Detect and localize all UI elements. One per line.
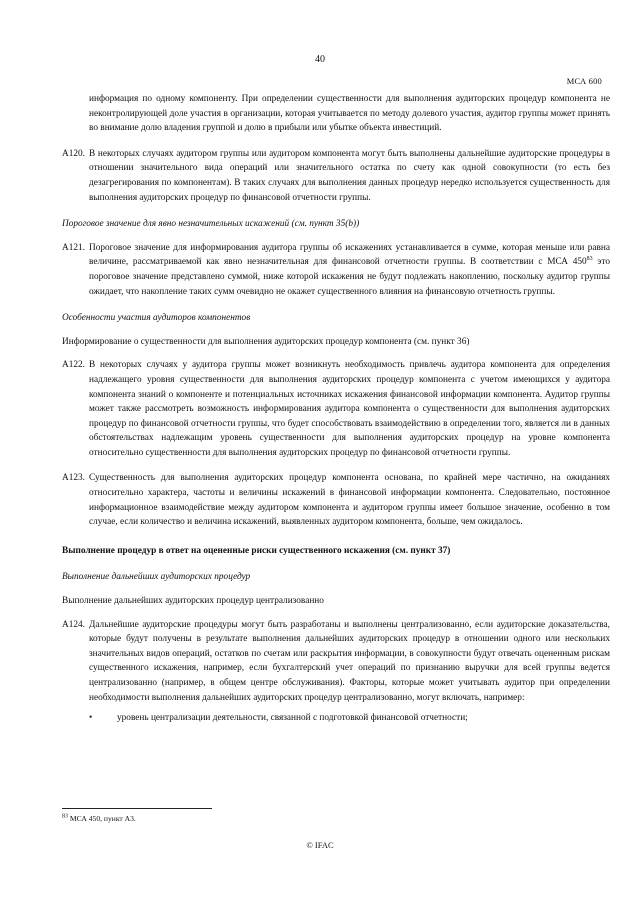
- page-number: 40: [315, 54, 325, 65]
- footnote-text: МСА 450, пункт A3.: [68, 814, 136, 823]
- footnote: [62, 814, 136, 823]
- paragraph-text: Существенность для выполнения аудиторских процедур компонента основана, по крайней мере частично, на ожиданиях относительно характера, частоты и величины искажений в финансовой информации компонента. Следовательно, постоянное информационное взаимодействие между аудитором компонента и аудитором группы имеет большое значение, особенно в том случае, если количество и величина искажений, выявленных аудитором компонента, больше, чем ожидалось.: [89, 473, 610, 528]
- list-item: [62, 711, 610, 726]
- paragraph-text: В некоторых случаях у аудитора группы может возникнуть необходимость привлечь аудитора компонента для определения надлежащего уровня существенности для выполнения аудиторских процедур компонента с учетом имеющихся у аудитора компонента знаний о компоненте и потенциальных источниках искажения финансовой информации компонента. Аудитор группы может также рассмотреть возможность информирования аудитора компонента о существенности для выполнения аудиторских процедур по финансовой отчетности группы, что будет способствовать взаимодействию в определении того, является ли в данных обстоятельствах надлежащим уровень существенности для выполнения аудиторских процедур на уровне компонента относительно существенности для выполнения аудиторских процедур по финансовой отчетности группы.: [89, 360, 610, 458]
- footnote-reference[interactable]: 83: [586, 256, 593, 263]
- subsection-heading: Выполнение дальнейших аудиторских процедур централизованно: [62, 596, 324, 607]
- bullet-icon: •: [89, 713, 93, 724]
- paragraph-text-part: Пороговое значение для информирования аудитора группы об искажениях устанавливается в сумме, которая меньше или равна величине, рассматриваемой как явно незначительная для финансовой отчетности группы. В соответствии с МСА 450: [89, 242, 610, 268]
- section-heading-bold: Выполнение процедур в ответ на оцененные риски существенного искажения (см. пункт 37): [62, 545, 451, 556]
- paragraph-text: [89, 241, 610, 299]
- section-heading: Выполнение дальнейших аудиторских процедур: [62, 572, 251, 583]
- paragraph-a122: [62, 358, 610, 460]
- paragraph-text: В некоторых случаях аудитором группы или аудитором компонента могут быть выполнены дальнейшие аудиторские процедуры в отношении значительного вида операций или значительного остатка по счету как одной совокупности (то есть без дезагрегирования по компонентам). В таких случаях для выполнения данных процедур нередко используется существенность для выполнения аудиторских процедур по финансовой отчетности группы.: [89, 148, 610, 203]
- paragraph-number: A121.: [62, 242, 85, 253]
- paragraph-text: Дальнейшие аудиторские процедуры могут быть разработаны и выполнены централизованно, если аудиторские доказательства, которые будут получены в результате выполнения дальнейших аудиторских процедур в отношении одного или нескольких значительных видов операций, остатков по счетам или раскрытия информации, в совокупности будут отвечать оцененным рискам существенного искажения, например, если бухгалтерский учет операций по признанию выручки для всей группы ведется централизованно (например, в общем центре обслуживания). Факторы, которые может учитывать аудитор при определении необходимости выполнения дальнейших аудиторских процедур централизованно, могут включать, например:: [89, 619, 610, 703]
- footnote-number: 83: [62, 813, 68, 820]
- subsection-heading: Информирование о существенности для выполнения аудиторских процедур компонента (см. пункт 36): [62, 336, 470, 347]
- paragraph-number: A124.: [62, 619, 85, 630]
- standard-code: МСА 600: [566, 76, 602, 86]
- paragraph-a123: [62, 471, 610, 529]
- paragraph-a124: [62, 618, 610, 706]
- paragraph-continuation: информация по одному компоненту. При определении существенности для выполнения аудиторских процедур компонента не неконтролирующей доле участия в организации, которая учитывается по методу долевого участия, аудитор группы может принять во внимание долю владения группой и долю в прибыли или убытке объекта инвестиций.: [89, 94, 610, 134]
- paragraph-a121: [62, 241, 610, 299]
- paragraph-number: A120.: [62, 148, 85, 159]
- section-heading: Пороговое значение для явно незначительных искажений (см. пункт 35(b)): [62, 219, 360, 230]
- document-body: [62, 92, 610, 726]
- footnote-divider: [62, 808, 212, 809]
- paragraph-a120: [62, 147, 610, 205]
- footer-copyright: © IFAC: [306, 840, 334, 850]
- paragraph-text-part: это пороговое значение представлено суммой, ниже которой искажения не будут подлежать накоплению, поскольку аудитор группы ожидает, что накопление таких сумм очевидно не окажет существенного влияния на финансовую отчетность группы.: [89, 257, 611, 297]
- section-heading: Особенности участия аудиторов компонентов: [62, 313, 251, 324]
- list-item-text: уровень централизации деятельности, связанной с подготовкой финансовой отчетности;: [117, 713, 468, 724]
- paragraph-number: A123.: [62, 473, 85, 484]
- paragraph-number: A122.: [62, 360, 85, 371]
